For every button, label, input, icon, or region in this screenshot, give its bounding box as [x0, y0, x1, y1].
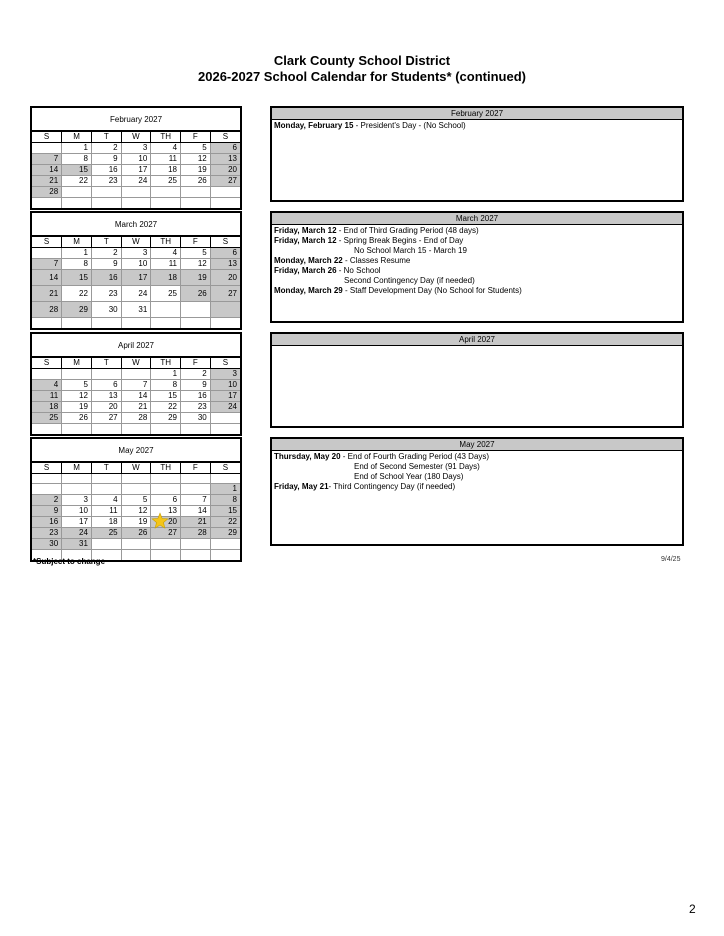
event-line	[274, 452, 680, 462]
event-text: - End of Third Grading Period (48 days)	[336, 226, 479, 235]
weekday-thu: TH	[151, 237, 181, 248]
day-cell: 6	[210, 143, 240, 154]
calendar-month-title: April 2027	[32, 334, 240, 357]
day-cell: 14	[121, 391, 151, 402]
day-cell	[91, 187, 121, 198]
event-text: - No School	[336, 266, 381, 275]
day-cell: 18	[151, 165, 181, 176]
day-cell	[62, 474, 92, 484]
week-row	[32, 302, 240, 318]
day-cell: 29	[210, 528, 240, 539]
day-cell: 31	[62, 539, 92, 550]
week-row	[32, 286, 240, 302]
event-text: End of School Year (180 Days)	[354, 472, 464, 481]
day-cell	[62, 187, 92, 198]
events-list	[272, 346, 682, 348]
day-cell: 27	[210, 286, 240, 302]
calendar-grid	[32, 236, 240, 328]
day-cell: 22	[62, 286, 92, 302]
day-cell	[32, 143, 62, 154]
day-cell	[32, 424, 62, 434]
day-cell: 6	[151, 495, 181, 506]
day-cell	[181, 539, 211, 550]
day-cell: 30	[181, 413, 211, 424]
week-row	[32, 369, 240, 380]
day-cell: 27	[210, 176, 240, 187]
event-date: Friday, March 12	[274, 236, 337, 245]
week-row	[32, 413, 240, 424]
day-cell: 19	[181, 270, 211, 286]
weekday-thu: TH	[151, 463, 181, 474]
day-cell	[62, 369, 92, 380]
weekday-row	[32, 237, 240, 248]
day-cell	[181, 474, 211, 484]
weekday-fri: F	[181, 358, 211, 369]
day-cell	[121, 484, 151, 495]
events-month-header: May 2027	[272, 439, 682, 451]
day-cell: 15	[210, 506, 240, 517]
day-cell	[181, 198, 211, 208]
day-cell: 4	[151, 248, 181, 259]
week-row	[32, 506, 240, 517]
event-line	[274, 246, 680, 256]
calendar-month-title: February 2027	[32, 108, 240, 131]
event-date: Friday, May 21	[274, 482, 329, 491]
day-cell: 6	[210, 248, 240, 259]
event-date: Friday, March 26	[274, 266, 337, 275]
day-cell: 8	[151, 380, 181, 391]
day-cell	[181, 187, 211, 198]
weekday-wed: W	[121, 463, 151, 474]
day-cell: 7	[32, 154, 62, 165]
events-month-header: February 2027	[272, 108, 682, 120]
day-cell	[151, 550, 181, 560]
day-cell	[91, 484, 121, 495]
day-cell: 8	[62, 154, 92, 165]
day-cell	[121, 424, 151, 434]
day-cell: 13	[210, 259, 240, 270]
weekday-fri: F	[181, 463, 211, 474]
event-date: Thursday, May 20	[274, 452, 341, 461]
day-cell: 23	[91, 286, 121, 302]
day-cell	[121, 369, 151, 380]
day-cell	[62, 198, 92, 208]
events-month-header: March 2027	[272, 213, 682, 225]
day-cell: 19	[62, 402, 92, 413]
day-cell: 29	[62, 302, 92, 318]
day-cell	[121, 318, 151, 328]
day-cell: 10	[210, 380, 240, 391]
weekday-mon: M	[62, 132, 92, 143]
day-cell	[91, 369, 121, 380]
day-cell	[62, 424, 92, 434]
calendar-title: 2026-2027 School Calendar for Students* (continued)	[198, 69, 526, 84]
day-cell: 3	[121, 143, 151, 154]
day-cell: 24	[210, 402, 240, 413]
week-row	[32, 424, 240, 434]
day-cell	[121, 187, 151, 198]
event-text: - End of Fourth Grading Period (43 Days)	[340, 452, 490, 461]
day-cell: 11	[151, 154, 181, 165]
weekday-mon: M	[62, 358, 92, 369]
day-cell: 1	[62, 248, 92, 259]
day-cell	[210, 198, 240, 208]
day-cell: 13	[210, 154, 240, 165]
weekday-row	[32, 358, 240, 369]
day-cell	[32, 318, 62, 328]
calendar-grid	[32, 462, 240, 560]
day-cell: 27	[151, 528, 181, 539]
day-cell: 15	[62, 165, 92, 176]
day-cell: 24	[121, 176, 151, 187]
weekday-mon: M	[62, 237, 92, 248]
day-cell: 1	[151, 369, 181, 380]
calendar-month-title: May 2027	[32, 439, 240, 462]
weekday-sun: S	[32, 132, 62, 143]
day-cell	[121, 198, 151, 208]
day-cell	[210, 413, 240, 424]
event-line	[274, 482, 680, 492]
week-row	[32, 154, 240, 165]
day-cell: 4	[91, 495, 121, 506]
event-text: End of Second Semester (91 Days)	[354, 462, 480, 471]
week-row	[32, 143, 240, 154]
day-cell: 17	[62, 517, 92, 528]
day-cell: 31	[121, 302, 151, 318]
weekday-fri: F	[181, 132, 211, 143]
day-cell: 18	[151, 270, 181, 286]
event-line	[274, 236, 680, 246]
day-cell: 12	[121, 506, 151, 517]
day-cell	[210, 424, 240, 434]
day-cell: 19	[181, 165, 211, 176]
day-cell: 3	[62, 495, 92, 506]
day-cell: 5	[121, 495, 151, 506]
day-cell	[91, 474, 121, 484]
event-line	[274, 121, 680, 131]
event-text: - Third Contingency Day (if needed)	[328, 482, 456, 491]
event-text: Second Contingency Day (if needed)	[344, 276, 475, 285]
day-cell: 23	[181, 402, 211, 413]
calendar-grid	[32, 357, 240, 434]
calendar-grid	[32, 131, 240, 208]
week-row	[32, 259, 240, 270]
day-cell: 14	[32, 165, 62, 176]
day-cell: 2	[32, 495, 62, 506]
day-cell	[32, 474, 62, 484]
day-cell	[210, 318, 240, 328]
day-cell: 2	[181, 369, 211, 380]
day-cell	[91, 539, 121, 550]
day-cell: 10	[121, 259, 151, 270]
day-cell	[181, 550, 211, 560]
day-cell	[62, 484, 92, 495]
calendar-april	[30, 332, 242, 436]
day-cell: 5	[181, 143, 211, 154]
weekday-sat: S	[210, 237, 240, 248]
day-cell: 1	[210, 484, 240, 495]
day-cell	[121, 474, 151, 484]
day-cell	[32, 369, 62, 380]
day-cell: 27	[91, 413, 121, 424]
day-cell: 18	[32, 402, 62, 413]
day-cell: 28	[181, 528, 211, 539]
event-text: - Spring Break Begins - End of Day	[336, 236, 464, 245]
weekday-sun: S	[32, 237, 62, 248]
day-cell: 7	[181, 495, 211, 506]
event-text: - President's Day - (No School)	[353, 121, 466, 130]
day-cell: 3	[121, 248, 151, 259]
weekday-sat: S	[210, 132, 240, 143]
day-cell: 4	[32, 380, 62, 391]
event-line	[274, 276, 680, 286]
day-cell	[121, 550, 151, 560]
day-cell	[181, 424, 211, 434]
event-text: - Classes Resume	[342, 256, 411, 265]
day-cell: 10	[121, 154, 151, 165]
events-list	[272, 451, 682, 493]
event-date: Monday, March 22	[274, 256, 343, 265]
day-cell	[181, 484, 211, 495]
weekday-row	[32, 132, 240, 143]
day-cell-starred	[151, 517, 181, 528]
day-cell: 23	[91, 176, 121, 187]
day-cell: 9	[91, 154, 121, 165]
week-row	[32, 380, 240, 391]
week-row	[32, 270, 240, 286]
week-row	[32, 391, 240, 402]
calendar-march	[30, 211, 242, 330]
weekday-wed: W	[121, 358, 151, 369]
day-cell: 13	[151, 506, 181, 517]
day-cell	[151, 474, 181, 484]
day-cell: 20	[91, 402, 121, 413]
day-cell: 12	[181, 259, 211, 270]
day-cell: 18	[91, 517, 121, 528]
calendar-month-title: March 2027	[32, 213, 240, 236]
day-cell	[91, 198, 121, 208]
week-row	[32, 539, 240, 550]
day-number: 20	[168, 517, 178, 526]
week-row	[32, 248, 240, 259]
revision-date: 9/4/25	[661, 556, 681, 563]
week-row	[32, 474, 240, 484]
day-cell: 9	[181, 380, 211, 391]
weekday-fri: F	[181, 237, 211, 248]
calendar-february	[30, 106, 242, 210]
day-cell: 21	[121, 402, 151, 413]
day-cell	[210, 187, 240, 198]
event-line	[274, 226, 680, 236]
event-line	[274, 472, 680, 482]
week-row	[32, 484, 240, 495]
day-cell: 17	[121, 165, 151, 176]
day-cell: 28	[121, 413, 151, 424]
day-cell: 15	[62, 270, 92, 286]
day-cell: 12	[62, 391, 92, 402]
event-text: - Staff Development Day (No School for Students)	[342, 286, 522, 295]
day-cell: 30	[32, 539, 62, 550]
day-cell: 5	[181, 248, 211, 259]
calendar-may	[30, 437, 242, 562]
day-cell: 11	[151, 259, 181, 270]
day-cell: 26	[62, 413, 92, 424]
day-cell: 15	[151, 391, 181, 402]
day-cell: 9	[32, 506, 62, 517]
day-cell: 16	[91, 270, 121, 286]
week-row	[32, 198, 240, 208]
week-row	[32, 528, 240, 539]
weekday-row	[32, 463, 240, 474]
day-cell	[151, 302, 181, 318]
day-cell	[151, 187, 181, 198]
day-cell: 21	[32, 176, 62, 187]
events-may	[270, 437, 684, 546]
event-date: Friday, March 12	[274, 226, 337, 235]
day-cell: 17	[121, 270, 151, 286]
weekday-thu: TH	[151, 358, 181, 369]
weekday-wed: W	[121, 132, 151, 143]
weekday-mon: M	[62, 463, 92, 474]
weekday-tue: T	[91, 358, 121, 369]
events-list	[272, 225, 682, 297]
day-cell	[151, 318, 181, 328]
day-cell: 11	[91, 506, 121, 517]
week-row	[32, 187, 240, 198]
day-cell: 6	[91, 380, 121, 391]
weekday-tue: T	[91, 463, 121, 474]
day-cell: 22	[210, 517, 240, 528]
day-cell: 14	[181, 506, 211, 517]
events-february	[270, 106, 684, 202]
day-cell: 13	[91, 391, 121, 402]
day-cell: 22	[151, 402, 181, 413]
day-cell: 1	[62, 143, 92, 154]
day-cell: 2	[91, 143, 121, 154]
day-cell: 7	[121, 380, 151, 391]
day-cell	[210, 539, 240, 550]
week-row	[32, 165, 240, 176]
day-cell	[151, 539, 181, 550]
district-title: Clark County School District	[273, 53, 451, 68]
day-cell: 19	[121, 517, 151, 528]
events-march	[270, 211, 684, 323]
day-cell: 7	[32, 259, 62, 270]
day-cell	[32, 484, 62, 495]
day-cell	[32, 248, 62, 259]
week-row	[32, 402, 240, 413]
day-cell: 22	[62, 176, 92, 187]
day-cell: 24	[62, 528, 92, 539]
day-cell: 30	[91, 302, 121, 318]
event-line	[274, 256, 680, 266]
day-cell: 21	[181, 517, 211, 528]
day-cell: 21	[32, 286, 62, 302]
day-cell: 8	[62, 259, 92, 270]
day-cell: 17	[210, 391, 240, 402]
day-cell: 3	[210, 369, 240, 380]
day-cell: 2	[91, 248, 121, 259]
weekday-sun: S	[32, 358, 62, 369]
day-cell	[181, 302, 211, 318]
footnote: *Subject to change	[33, 557, 106, 566]
event-date: Monday, March 29	[274, 286, 343, 295]
week-row	[32, 495, 240, 506]
weekday-wed: W	[121, 237, 151, 248]
day-cell	[121, 539, 151, 550]
day-cell: 23	[32, 528, 62, 539]
week-row	[32, 517, 240, 528]
weekday-sun: S	[32, 463, 62, 474]
day-cell: 25	[91, 528, 121, 539]
events-list	[272, 120, 682, 132]
day-cell: 26	[121, 528, 151, 539]
day-cell: 28	[32, 302, 62, 318]
week-row	[32, 176, 240, 187]
day-cell: 16	[32, 517, 62, 528]
event-text: No School March 15 - March 19	[354, 246, 467, 255]
weekday-sat: S	[210, 358, 240, 369]
event-line	[274, 286, 680, 296]
weekday-tue: T	[91, 237, 121, 248]
day-cell	[32, 198, 62, 208]
day-cell: 26	[181, 176, 211, 187]
day-cell: 12	[181, 154, 211, 165]
day-cell: 4	[151, 143, 181, 154]
day-cell	[151, 424, 181, 434]
day-cell	[91, 318, 121, 328]
weekday-tue: T	[91, 132, 121, 143]
day-cell: 24	[121, 286, 151, 302]
events-month-header: April 2027	[272, 334, 682, 346]
day-cell: 25	[151, 176, 181, 187]
event-line	[274, 266, 680, 276]
day-cell	[91, 424, 121, 434]
day-cell: 28	[32, 187, 62, 198]
day-cell: 10	[62, 506, 92, 517]
page-number: 2	[689, 902, 696, 916]
day-cell: 8	[210, 495, 240, 506]
day-cell: 20	[210, 270, 240, 286]
day-cell	[62, 318, 92, 328]
day-cell: 16	[181, 391, 211, 402]
day-cell: 16	[91, 165, 121, 176]
day-cell	[151, 484, 181, 495]
day-cell: 5	[62, 380, 92, 391]
day-cell: 11	[32, 391, 62, 402]
day-cell: 9	[91, 259, 121, 270]
weekday-thu: TH	[151, 132, 181, 143]
day-cell: 26	[181, 286, 211, 302]
day-cell: 25	[32, 413, 62, 424]
day-cell	[151, 198, 181, 208]
day-cell	[210, 550, 240, 560]
week-row	[32, 318, 240, 328]
day-cell: 14	[32, 270, 62, 286]
weekday-sat: S	[210, 463, 240, 474]
event-date: Monday, February 15	[274, 121, 354, 130]
day-cell	[210, 302, 240, 318]
day-cell: 20	[210, 165, 240, 176]
day-cell: 29	[151, 413, 181, 424]
day-cell	[181, 318, 211, 328]
day-cell	[210, 474, 240, 484]
event-line	[274, 462, 680, 472]
events-april	[270, 332, 684, 428]
day-cell: 25	[151, 286, 181, 302]
